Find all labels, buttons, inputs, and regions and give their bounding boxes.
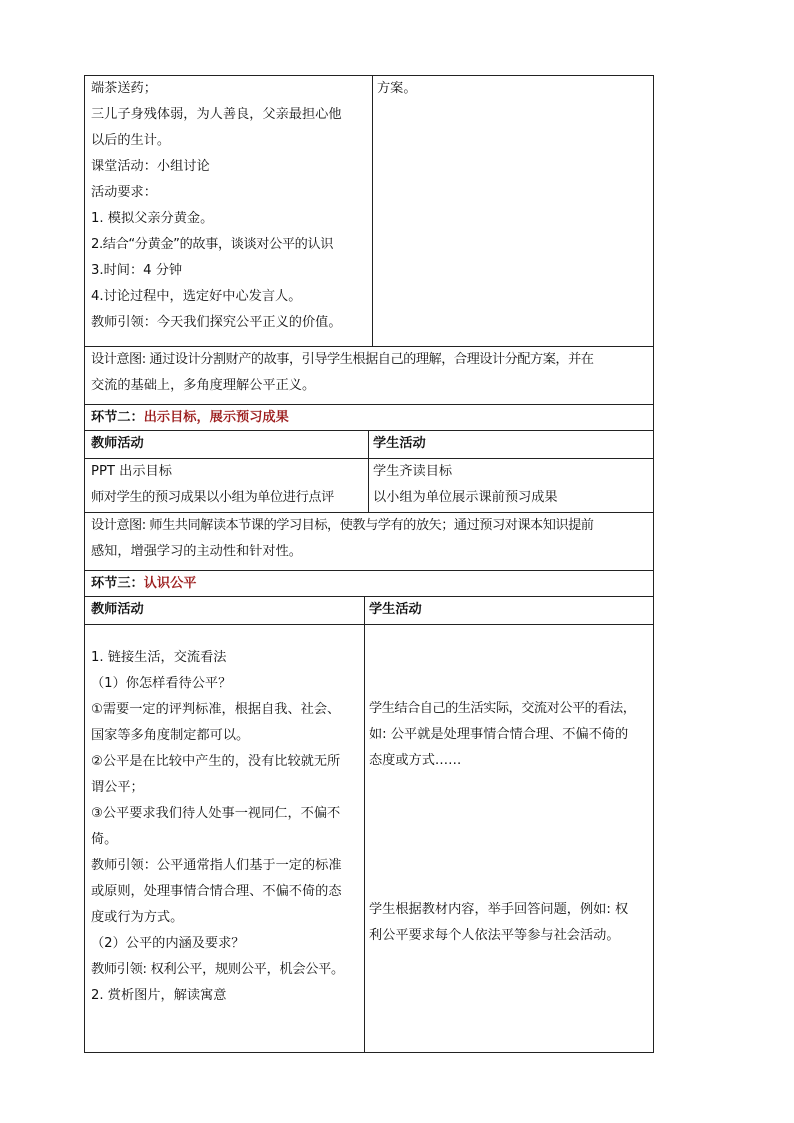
- text-line: 度或行为方式。: [91, 910, 184, 925]
- design-intent-text: [85, 513, 653, 565]
- plan-cell: [371, 76, 653, 346]
- text-line: 利公平要求每个人依法平等参与社会活动。: [369, 928, 620, 943]
- text-line: 活动要求：: [91, 185, 157, 200]
- text-line: 3.时间：4 分钟: [91, 263, 183, 278]
- text-line: （1）你怎样看待公平？: [91, 676, 232, 691]
- text-line: 态度或方式……: [369, 753, 462, 768]
- text-line: 2. 赏析图片，解读寓意: [91, 988, 227, 1003]
- section-title: 出示目标，展示预习成果: [143, 410, 289, 425]
- section2-heading: [85, 405, 653, 431]
- text-line: 方案。: [377, 81, 417, 96]
- text-line: 教师引领：今天我们探究公平正义的价值。: [91, 315, 342, 330]
- teacher-activity-header: 教师活动: [91, 436, 144, 451]
- text-line: 4.讨论过程中，选定好中心发言人。: [91, 289, 302, 304]
- teacher-header-cell: [85, 597, 365, 624]
- section2-content-row: [84, 459, 654, 513]
- student-header-cell: [367, 431, 653, 458]
- story-activity-cell: [85, 76, 373, 346]
- teacher-header-cell: [85, 431, 369, 458]
- student-header-cell: [363, 597, 653, 624]
- text-line: 学生结合自己的生活实际，交流对公平的看法，: [369, 701, 636, 716]
- text-line: 设计意图: 师生共同解读本节课的学习目标，使教与学有的放矢；通过预习对课本知识提前: [91, 518, 594, 533]
- text-line: 1. 模拟父亲分黄金。: [91, 211, 214, 226]
- student-response-block-2: [369, 897, 628, 949]
- section3-content-row: [84, 625, 654, 1053]
- section2-header-row: [84, 431, 654, 459]
- text-line: 国家等多角度制定都可以。: [91, 728, 250, 743]
- text-line: 以后的生计。: [91, 133, 171, 148]
- text-line: 交流的基础上，多角度理解公平正义。: [91, 378, 316, 393]
- student-activity-header: 学生活动: [369, 602, 422, 617]
- text-line: 课堂活动：小组讨论: [91, 159, 210, 174]
- text-line: 教师引领: 权利公平，规则公平，机会公平。: [91, 962, 344, 977]
- text-line: 2.结合“分黄金”的故事，谈谈对公平的认识: [91, 237, 334, 252]
- section-title: 认识公平: [143, 576, 197, 591]
- text-line: 1. 链接生活，交流看法: [91, 650, 227, 665]
- text-line: 以小组为单位展示课前预习成果: [373, 490, 558, 505]
- text-line: 或原则，处理事情合情合理、不偏不倚的态: [91, 884, 342, 899]
- text-line: （2）公平的内涵及要求？: [91, 936, 245, 951]
- text-line: PPT 出示目标: [91, 464, 172, 479]
- section3-heading: [85, 571, 653, 597]
- teacher-activity-cell: [85, 459, 369, 512]
- design-intent-row-2: [84, 513, 654, 571]
- section3-heading-row: [84, 571, 654, 597]
- text-line: 谓公平；: [91, 780, 144, 795]
- section3-header-row: [84, 597, 654, 625]
- student-activity-header: 学生活动: [373, 436, 426, 451]
- story-activity-row: [84, 75, 654, 347]
- text-line: 学生根据教材内容，举手回答问题，例如: 权: [369, 902, 629, 917]
- section-label: 环节二：: [91, 410, 144, 425]
- section-label: 环节三：: [91, 576, 144, 591]
- text-line: ①需要一定的评判标准，根据自我、社会、: [91, 702, 341, 717]
- text-line: ②公平是在比较中产生的，没有比较就无所: [91, 754, 341, 769]
- text-line: 设计意图: 通过设计分割财产的故事，引导学生根据自己的理解，合理设计分配方案，并在: [91, 352, 594, 367]
- student-activity-cell: [363, 625, 653, 1052]
- text-line: 三儿子身残体弱，为人善良，父亲最担心他: [91, 107, 342, 122]
- teacher-activity-cell: [85, 625, 365, 1052]
- student-activity-cell: [367, 459, 653, 512]
- text-line: 端茶送药；: [91, 81, 157, 96]
- text-line: 师对学生的预习成果以小组为单位进行点评: [91, 490, 334, 505]
- text-line: ③公平要求我们待人处事一视同仁，不偏不: [91, 806, 341, 821]
- text-line: 如: 公平就是处理事情合情合理、不偏不倚的: [369, 727, 629, 742]
- text-line: 学生齐读目标: [373, 464, 453, 479]
- section2-heading-row: [84, 405, 654, 431]
- text-line: 倚。: [91, 832, 118, 847]
- design-intent-text: [85, 347, 653, 399]
- text-line: 感知，增强学习的主动性和针对性。: [91, 544, 302, 559]
- teacher-activity-header: 教师活动: [91, 602, 144, 617]
- design-intent-row-1: [84, 347, 654, 405]
- text-line: 教师引领：公平通常指人们基于一定的标准: [91, 858, 342, 873]
- student-response-block-1: [369, 696, 635, 774]
